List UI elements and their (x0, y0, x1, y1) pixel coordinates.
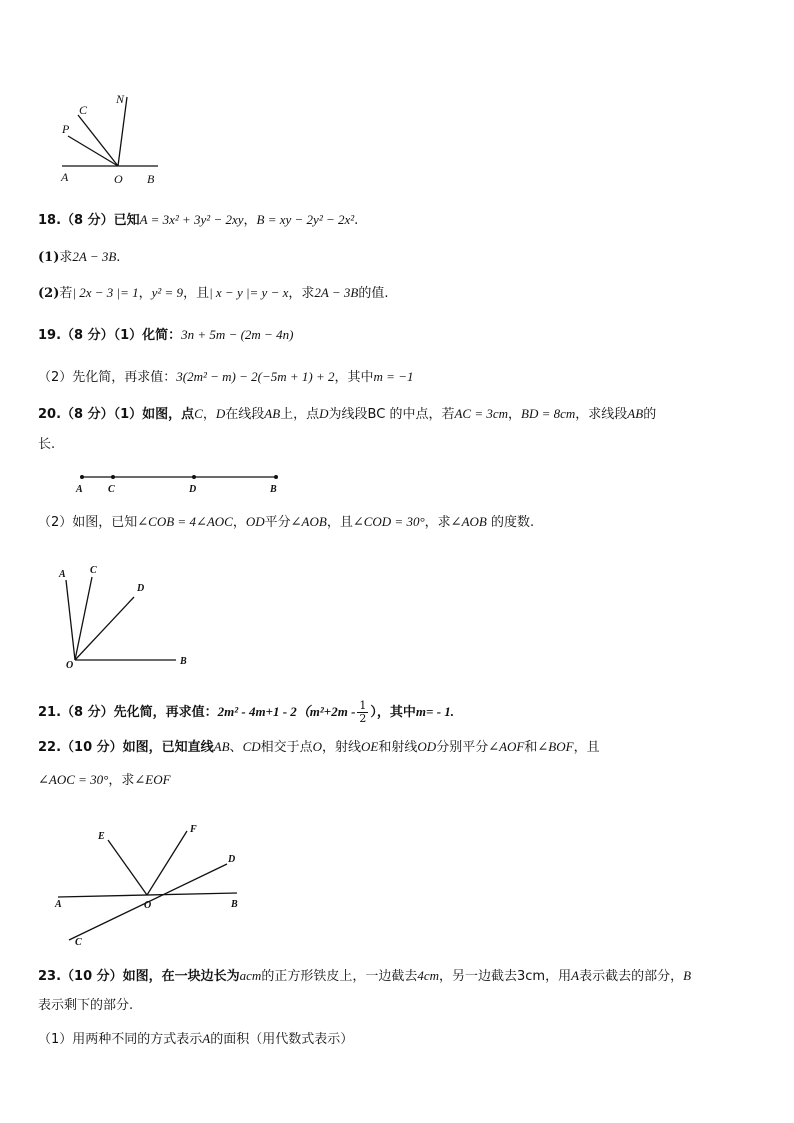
q19-2-t1: ，其中 (334, 370, 374, 385)
q19-2-cond: m = −1 (373, 369, 414, 384)
q22-t1: 、 (229, 740, 243, 755)
ang-label-c: C (90, 565, 97, 576)
lines-label-d: D (228, 854, 236, 865)
q20-2-t2: 平分 (264, 515, 291, 530)
q20-2-e1: ∠COB = 4∠AOC (137, 514, 233, 529)
q20-t5: ， (508, 407, 522, 422)
ang-label-d: D (137, 583, 145, 594)
q22-od: OD (417, 739, 437, 754)
q20-2-t4: ，求 (424, 515, 451, 530)
q18-2-t3: ，求 (288, 286, 315, 301)
q20-e2: BD = 8cm (521, 406, 576, 421)
lines-label-o: O (144, 900, 152, 911)
q21-head: 21.（8 分）先化简，再求值： (38, 705, 218, 720)
lines-label-a: A (55, 899, 62, 910)
q20-2-t3: ，且 (326, 515, 353, 530)
q20-2-e3: ∠AOB (290, 514, 327, 529)
q18-1-expr: 2A − 3B (72, 249, 117, 264)
lines-label-f: F (190, 824, 197, 835)
q23-e4: B (683, 968, 692, 983)
label-p: P (62, 122, 70, 136)
q18-b-expr: B = xy − 2y² − 2x² (256, 212, 355, 227)
q18-2-e4: 2A − 3B (314, 285, 359, 300)
q19-expr: 3n + 5m − (2m − 4n) (181, 327, 294, 342)
q22-t6: 和 (524, 740, 538, 755)
question-23 (38, 966, 756, 987)
seg-label-c: C (108, 484, 115, 495)
q18-1-num: (1) (38, 250, 60, 265)
q20-e1: AC = 3cm (454, 406, 508, 421)
seg-label-a: A (76, 484, 83, 495)
lines-label-b: B (231, 899, 238, 910)
q23-e2: 4cm (417, 968, 440, 983)
q23-cont: 表示剩下的部分. (38, 998, 134, 1013)
q22-a2: ∠BOF (537, 739, 574, 754)
q22-cd: CD (242, 739, 261, 754)
q20-cont: 长. (38, 437, 56, 452)
q20-2-t5: 的度数. (486, 515, 535, 530)
q22-cont-q: ∠EOF (134, 772, 171, 787)
q20-t4: 为线段BC 的中点，若 (328, 407, 455, 422)
q23-1-head: （1）用两种不同的方式表示 (38, 1032, 203, 1047)
q23-head: 23.（10 分）如图，在一块边长为 (38, 969, 240, 984)
q21-frac-den: 2 (359, 712, 367, 725)
q20-2-e5: ∠AOB (450, 514, 487, 529)
q22-a1: ∠AOF (488, 739, 525, 754)
label-a: A (61, 170, 69, 184)
q18-1-end: . (116, 250, 121, 265)
q20-t6: ，求线段 (575, 407, 628, 422)
q18-a-expr: A = 3x² + 3y² − 2xy (139, 212, 244, 227)
lines-label-e: E (98, 831, 105, 842)
q18-2-e2: y² = 9 (151, 285, 184, 300)
q20-d2: D (319, 406, 329, 421)
q22-t4: 和射线 (378, 740, 418, 755)
label-c: C (79, 103, 88, 117)
q20-2-e2: OD (245, 514, 265, 529)
q19-head: 19.（8 分）（1）化简： (38, 328, 182, 343)
q22-t7: ，且 (573, 740, 600, 755)
q22-ab: AB (213, 739, 230, 754)
q21-cond: m= - 1. (415, 704, 455, 719)
q18-2-e3: | x − y |= y − x (209, 285, 289, 300)
q18-2-sep1: ， (138, 286, 152, 301)
lines-label-c: C (75, 937, 82, 948)
q18-sep: ， (243, 213, 257, 228)
q22-t5: 分别平分 (436, 740, 489, 755)
q19-2-expr: 3(2m² − m) − 2(−5m + 1) + 2 (176, 369, 335, 384)
label-o: O (114, 172, 123, 186)
q23-1-e1: A (202, 1031, 211, 1046)
seg-label-b: B (270, 484, 277, 495)
q20-2-e4: ∠COD = 30° (352, 514, 425, 529)
q20-ab2: AB (627, 406, 644, 421)
q23-t1: 的正方形铁皮上，一边截去 (261, 969, 418, 984)
q18-end: . (354, 213, 359, 228)
q18-2-e1: | 2x − 3 |= 1 (72, 285, 139, 300)
q23-t3: 表示截去的部分， (579, 969, 684, 984)
label-n: N (116, 92, 125, 106)
q22-t3: ，射线 (322, 740, 362, 755)
q20-c: C (194, 406, 203, 421)
ang-label-b: B (180, 656, 187, 667)
q20-d: D (215, 406, 226, 421)
q22-cont-expr: ∠AOC = 30° (38, 772, 109, 787)
q23-1-t1: 的面积（用代数式表示） (210, 1032, 354, 1047)
q22-cont-t: ，求 (108, 773, 135, 788)
q20-2-head: （2）如图，已知 (38, 515, 138, 530)
q18-1-text: 求 (59, 250, 73, 265)
q19-2-head: （2）先化简，再求值： (38, 370, 177, 385)
q20-t3: 上，点 (280, 407, 320, 422)
q20-head: 20.（8 分）（1）如图，点 (38, 407, 195, 422)
q23-t2: ，另一边截去3cm，用 (439, 969, 572, 984)
ang-label-a: A (59, 569, 66, 580)
q18-2-num: (2) (38, 286, 60, 301)
q21-expr1: 2m² - 4m+1 - 2（m²+2m - (217, 704, 356, 719)
q18-2-t4: 的值. (358, 286, 389, 301)
q21-expr2: ），其中 (370, 705, 416, 720)
q20-t7: 的 (643, 407, 657, 422)
ang-label-o: O (66, 660, 74, 671)
q22-oe: OE (361, 739, 379, 754)
q20-t1: ， (202, 407, 216, 422)
q18-head: 18.（8 分）已知 (38, 213, 140, 228)
q22-head: 22.（10 分）如图，已知直线 (38, 740, 214, 755)
question-23-cont (38, 996, 756, 1016)
q23-e3: A (571, 968, 580, 983)
q22-t2: 相交于点 (260, 740, 313, 755)
q18-2-t1: 若 (59, 286, 73, 301)
q21-frac-num: 1 (359, 699, 367, 712)
q20-ab: AB (264, 406, 281, 421)
q22-o: O (312, 739, 323, 754)
q23-e1: acm (239, 968, 262, 983)
label-b: B (147, 172, 155, 186)
question-23-1 (38, 1029, 756, 1050)
q18-2-t2: ，且 (183, 286, 210, 301)
q20-t2: 在线段 (225, 407, 265, 422)
q20-2-t1: ， (232, 515, 246, 530)
seg-label-d: D (189, 484, 197, 495)
